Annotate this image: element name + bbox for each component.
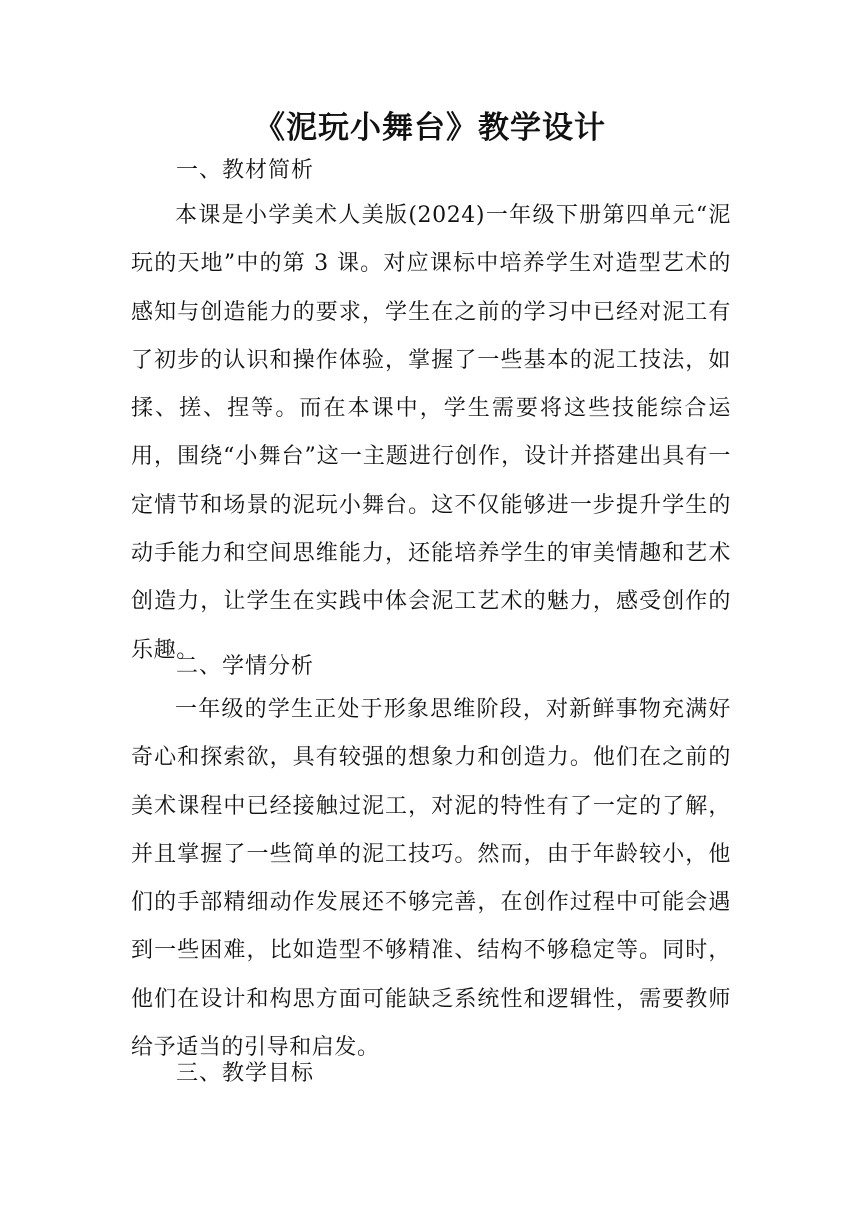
paragraph-learner-analysis: 一年级的学生正处于形象思维阶段，对新鲜事物充满好奇心和探索欲，具有较强的想象力和创造力。他们在之前的美术课程中已经接触过泥工，对泥的特性有了一定的了解，并且掌握了一些简单的泥工技巧。然而，由于年龄较小，他们的手部精细动作发展还不够完善，在创作过程中可能会遇到一些困难，比如造型不够精准、结构不够稳定等。同时，他们在设计和构思方面可能缺乏系统性和逻辑性，需要教师给予适当的引导和启发。 (131, 697, 731, 1061)
paragraph-textbook-analysis: 本课是小学美术人美版(2024)一年级下册第四单元“泥玩的天地”中的第 3 课。对应课标中培养学生对造型艺术的感知与创造能力的要求，学生在之前的学习中已经对泥工有了初步的认识和操作体验，掌握了一些基本的泥工技法，如揉、搓、捏等。而在本课中，学生需要将这些技能综合运用，围绕“小舞台”这一主题进行创作，设计并搭建出具有一定情节和场景的泥玩小舞台。这不仅能够进一步提升学生的动手能力和空间思维能力，还能培养学生的审美情趣和艺术创造力，让学生在实践中体会泥工艺术的魅力，感受创作的乐趣。 (131, 203, 731, 663)
section-heading-learner-analysis: 二、学情分析 (176, 654, 315, 679)
section-heading-textbook-analysis: 一、教材简析 (176, 158, 315, 183)
document-title: 《泥玩小舞台》教学设计 (254, 110, 606, 146)
section-heading-teaching-goals: 三、教学目标 (176, 1061, 315, 1086)
